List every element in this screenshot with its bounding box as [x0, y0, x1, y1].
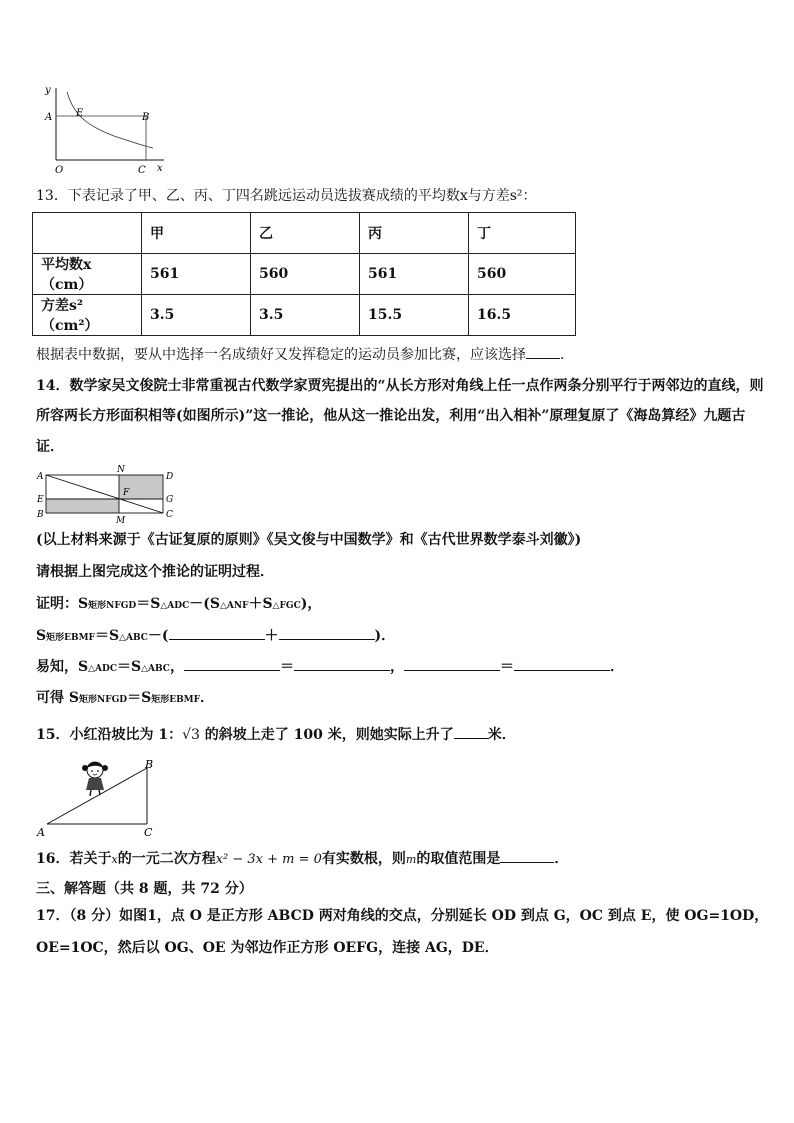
answer-blank[interactable] — [454, 724, 488, 739]
answer-blank[interactable] — [184, 656, 280, 671]
label-a: A — [37, 472, 44, 482]
q14-proof-line1 — [36, 594, 321, 616]
section-header: 三、解答题（共 8 题，共 72 分） — [36, 881, 253, 897]
answer-blank[interactable] — [169, 625, 265, 640]
label-d: D — [166, 472, 174, 482]
proof-text: ． — [200, 690, 215, 706]
q14-proof-line3 — [36, 656, 624, 679]
q14-proof-line2 — [36, 625, 395, 648]
table-cell: 3.5 — [142, 295, 251, 336]
q15-text: 米． — [487, 727, 516, 743]
rectangle-diagonal-figure — [34, 464, 180, 526]
table-cell: 平均数x（cm） — [33, 254, 142, 295]
proof-text: －(S — [189, 596, 220, 612]
proof-text: ＋ — [264, 628, 279, 644]
table-cell: 3.5 — [251, 295, 360, 336]
q15-text: 的斜坡上走了 100 米，则她实际上升了 — [199, 727, 454, 743]
label-n: N — [117, 465, 125, 475]
answer-blank[interactable] — [279, 625, 375, 640]
q16-text: 有实数根，则 — [321, 851, 406, 867]
q13-question-text: 根据表中数据，要从中选择一名成绩好又发挥稳定的运动员参加比赛，应该选择 — [36, 347, 526, 363]
q13-stem: 13．下表记录了甲、乙、丙、丁四名跳远运动员选拔赛成绩的平均数x与方差s²： — [36, 188, 537, 204]
proof-text: )． — [374, 628, 396, 644]
table-cell: 560 — [251, 254, 360, 295]
q16-text: 的取值范围是 — [416, 851, 501, 867]
table-cell: 561 — [360, 254, 469, 295]
q17-line1: 17．（8 分）如图1，点 O 是正方形 ABCD 两对角线的交点，分别延长 OD 到点 G，OC 到点 E，使 OG=1OD， — [36, 908, 769, 924]
q14-line2: 所容两长方形面积相等(如图所示)”这一推论，他从这一推论出发，利用“出入相补”原理复原了《海岛算经》九题古 — [36, 408, 746, 424]
table-cell: 乙 — [251, 213, 360, 254]
proof-subscript: 矩形EBMF — [151, 695, 201, 705]
proof-text: S — [36, 628, 47, 644]
q16-text: 16．若关于 — [36, 851, 112, 867]
label-a: A — [45, 112, 53, 123]
table-row — [33, 295, 576, 336]
q16-text: 的一元二次方程 — [117, 851, 216, 867]
table-cell: 16.5 — [469, 295, 576, 336]
proof-subscript: 矩形NFGD — [78, 695, 128, 705]
label-e: E — [76, 108, 84, 119]
shaded-rect-ebmf — [46, 499, 119, 513]
table-cell: 560 — [469, 254, 576, 295]
table-cell — [33, 213, 142, 254]
proof-text: －( — [147, 628, 169, 644]
proof-text: 可得 S — [36, 690, 79, 706]
proof-text: )， — [300, 596, 322, 612]
q13-question — [36, 344, 574, 365]
label-a: A — [37, 826, 45, 838]
q14-line3: 证． — [36, 439, 64, 455]
label-f: F — [123, 488, 130, 498]
q15-stem — [36, 724, 516, 745]
proof-text: ＝ — [279, 659, 294, 675]
proof-text: ＝S — [94, 628, 120, 644]
label-e: E — [37, 495, 44, 505]
proof-text: ， — [169, 659, 184, 675]
table-header-row — [33, 213, 576, 254]
answer-blank[interactable] — [294, 656, 390, 671]
table-cell: 方差s²（cm²） — [33, 295, 142, 336]
label-x: x — [157, 163, 163, 174]
hyperbola-figure — [36, 82, 171, 178]
proof-subscript: △FGC — [272, 601, 301, 611]
table-cell: 561 — [142, 254, 251, 295]
label-o: O — [55, 165, 64, 176]
proof-text: ＝S — [117, 659, 142, 675]
q13-question-end: ． — [560, 347, 574, 363]
label-b: B — [37, 510, 44, 520]
q16-var: m — [405, 853, 417, 866]
proof-subscript: △ABC — [141, 664, 170, 674]
proof-subscript: 矩形NFGD — [88, 601, 137, 611]
label-y: y — [45, 85, 51, 96]
proof-text: ＝S — [136, 596, 161, 612]
score-table — [32, 212, 576, 336]
table-cell: 丙 — [360, 213, 469, 254]
label-c: C — [138, 165, 146, 176]
proof-subscript: 矩形EBMF — [46, 633, 95, 643]
q16-equation: x² − 3x + m = 0 — [215, 852, 322, 867]
proof-text: 证明：S — [36, 596, 89, 612]
q16-text: ． — [554, 851, 569, 867]
slope-figure — [36, 754, 166, 838]
q14-source: (以上材料来源于《古证复原的原则》《吴文俊与中国数学》和《古代世界数学泰斗刘徽》) — [36, 532, 582, 548]
label-c: C — [144, 826, 153, 838]
label-b: B — [142, 112, 150, 123]
proof-text: 易知，S — [36, 659, 89, 675]
label-g: G — [166, 495, 174, 505]
q16-var: x — [111, 853, 118, 866]
table-row — [33, 254, 576, 295]
proof-subscript: △ADC — [88, 664, 117, 674]
answer-blank[interactable] — [500, 848, 554, 863]
proof-text: ． — [609, 659, 624, 675]
table-cell: 甲 — [142, 213, 251, 254]
table-cell: 丁 — [469, 213, 576, 254]
proof-subscript: △ANF — [219, 601, 249, 611]
proof-text: ＝ — [499, 659, 514, 675]
answer-blank[interactable] — [404, 656, 500, 671]
proof-text: ， — [389, 659, 404, 675]
q15-text: 15．小红沿坡比为 1： — [36, 727, 183, 743]
answer-blank[interactable] — [526, 344, 560, 359]
girl-icon — [82, 762, 108, 796]
proof-text: ＝S — [127, 690, 152, 706]
table-cell: 15.5 — [360, 295, 469, 336]
q14-instruction: 请根据上图完成这个推论的证明过程． — [36, 564, 274, 580]
q14-proof-line4 — [36, 688, 214, 710]
label-c: C — [166, 510, 173, 520]
proof-subscript: △ABC — [119, 633, 148, 643]
answer-blank[interactable] — [514, 656, 610, 671]
sqrt-three: √3 — [182, 727, 200, 743]
label-m: M — [116, 516, 126, 526]
label-b: B — [145, 758, 154, 771]
q14-line1: 14．数学家吴文俊院士非常重视古代数学家贾宪提出的“从长方形对角线上任一点作两条分别平行于两邻边的直线，则 — [36, 378, 764, 394]
proof-subscript: △ADC — [160, 601, 190, 611]
q16-stem — [36, 848, 568, 870]
hyperbola-curve — [67, 92, 153, 148]
proof-text: ＋S — [248, 596, 273, 612]
q17-line2: OE=1OC，然后以 OG、OE 为邻边作正方形 OEFG，连接 AG，DE． — [36, 940, 499, 956]
